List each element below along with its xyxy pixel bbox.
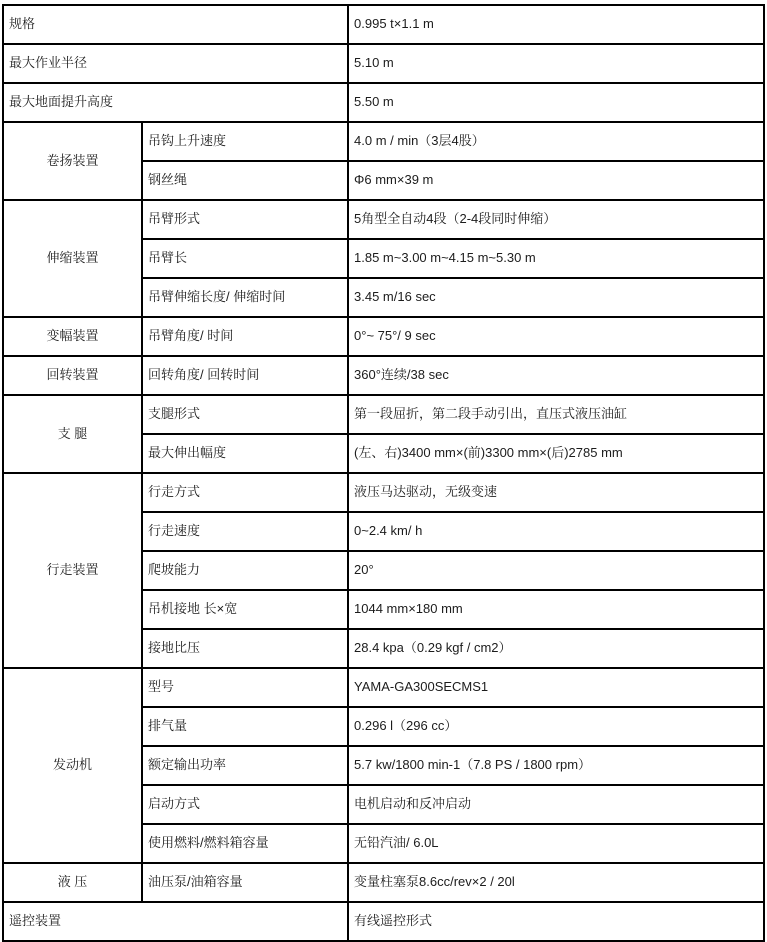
group-label: 回转装置 [3, 356, 142, 395]
row-value: 28.4 kpa（0.29 kgf / cm2） [348, 629, 764, 668]
row-label: 使用燃料/燃料箱容量 [142, 824, 348, 863]
table-row [3, 83, 764, 122]
row-value: 5.10 m [348, 44, 764, 83]
row-value: 3.45 m/16 sec [348, 278, 764, 317]
row-label: 接地比压 [142, 629, 348, 668]
row-label: 吊臂长 [142, 239, 348, 278]
row-value: 1.85 m~3.00 m~4.15 m~5.30 m [348, 239, 764, 278]
row-value: 0~2.4 km/ h [348, 512, 764, 551]
group-label: 变幅装置 [3, 317, 142, 356]
group-label: 伸缩装置 [3, 200, 142, 317]
row-label: 吊机接地 长×宽 [142, 590, 348, 629]
row-value: 4.0 m / min（3层4股） [348, 122, 764, 161]
row-label: 型号 [142, 668, 348, 707]
row-label: 启动方式 [142, 785, 348, 824]
row-label: 规格 [3, 5, 348, 44]
group-label: 支 腿 [3, 395, 142, 473]
table-row [3, 5, 764, 44]
row-label: 吊臂角度/ 时间 [142, 317, 348, 356]
row-value: 5.50 m [348, 83, 764, 122]
row-value: 360°连续/38 sec [348, 356, 764, 395]
table-row [3, 668, 764, 707]
row-value: 5.7 kw/1800 min-1（7.8 PS / 1800 rpm） [348, 746, 764, 785]
row-label: 爬坡能力 [142, 551, 348, 590]
row-value: YAMA-GA300SECMS1 [348, 668, 764, 707]
row-label: 吊臂伸缩长度/ 伸缩时间 [142, 278, 348, 317]
row-label: 油压泵/油箱容量 [142, 863, 348, 902]
group-label: 液 压 [3, 863, 142, 902]
row-value: 变量柱塞泵8.6cc/rev×2 / 20l [348, 863, 764, 902]
row-value: 0.296 l（296 cc） [348, 707, 764, 746]
table-row [3, 356, 764, 395]
row-label: 钢丝绳 [142, 161, 348, 200]
row-label: 额定输出功率 [142, 746, 348, 785]
table-row [3, 902, 764, 941]
row-value: 20° [348, 551, 764, 590]
row-label: 吊臂形式 [142, 200, 348, 239]
row-label: 最大伸出幅度 [142, 434, 348, 473]
row-value: Φ6 mm×39 m [348, 161, 764, 200]
row-label: 排气量 [142, 707, 348, 746]
table-row [3, 200, 764, 239]
spec-table [2, 4, 765, 942]
row-label: 行走速度 [142, 512, 348, 551]
group-label: 卷扬装置 [3, 122, 142, 200]
row-label: 行走方式 [142, 473, 348, 512]
row-value: 5角型全自动4段（2-4段同时伸缩） [348, 200, 764, 239]
row-value: 第一段屈折，第二段手动引出，直压式液压油缸 [348, 395, 764, 434]
row-value: 1044 mm×180 mm [348, 590, 764, 629]
table-row [3, 863, 764, 902]
row-value: 0°~ 75°/ 9 sec [348, 317, 764, 356]
row-value: 电机启动和反冲启动 [348, 785, 764, 824]
table-row [3, 473, 764, 512]
table-row [3, 122, 764, 161]
row-value: 有线遥控形式 [348, 902, 764, 941]
row-value: (左、右)3400 mm×(前)3300 mm×(后)2785 mm [348, 434, 764, 473]
row-label: 最大作业半径 [3, 44, 348, 83]
row-label: 支腿形式 [142, 395, 348, 434]
row-label: 吊钩上升速度 [142, 122, 348, 161]
row-value: 液压马达驱动，无级变速 [348, 473, 764, 512]
table-row [3, 317, 764, 356]
row-value: 0.995 t×1.1 m [348, 5, 764, 44]
table-row [3, 44, 764, 83]
row-label: 遥控装置 [3, 902, 348, 941]
row-value: 无铅汽油/ 6.0L [348, 824, 764, 863]
group-label: 发动机 [3, 668, 142, 863]
row-label: 回转角度/ 回转时间 [142, 356, 348, 395]
row-label: 最大地面提升高度 [3, 83, 348, 122]
table-row [3, 395, 764, 434]
group-label: 行走装置 [3, 473, 142, 668]
